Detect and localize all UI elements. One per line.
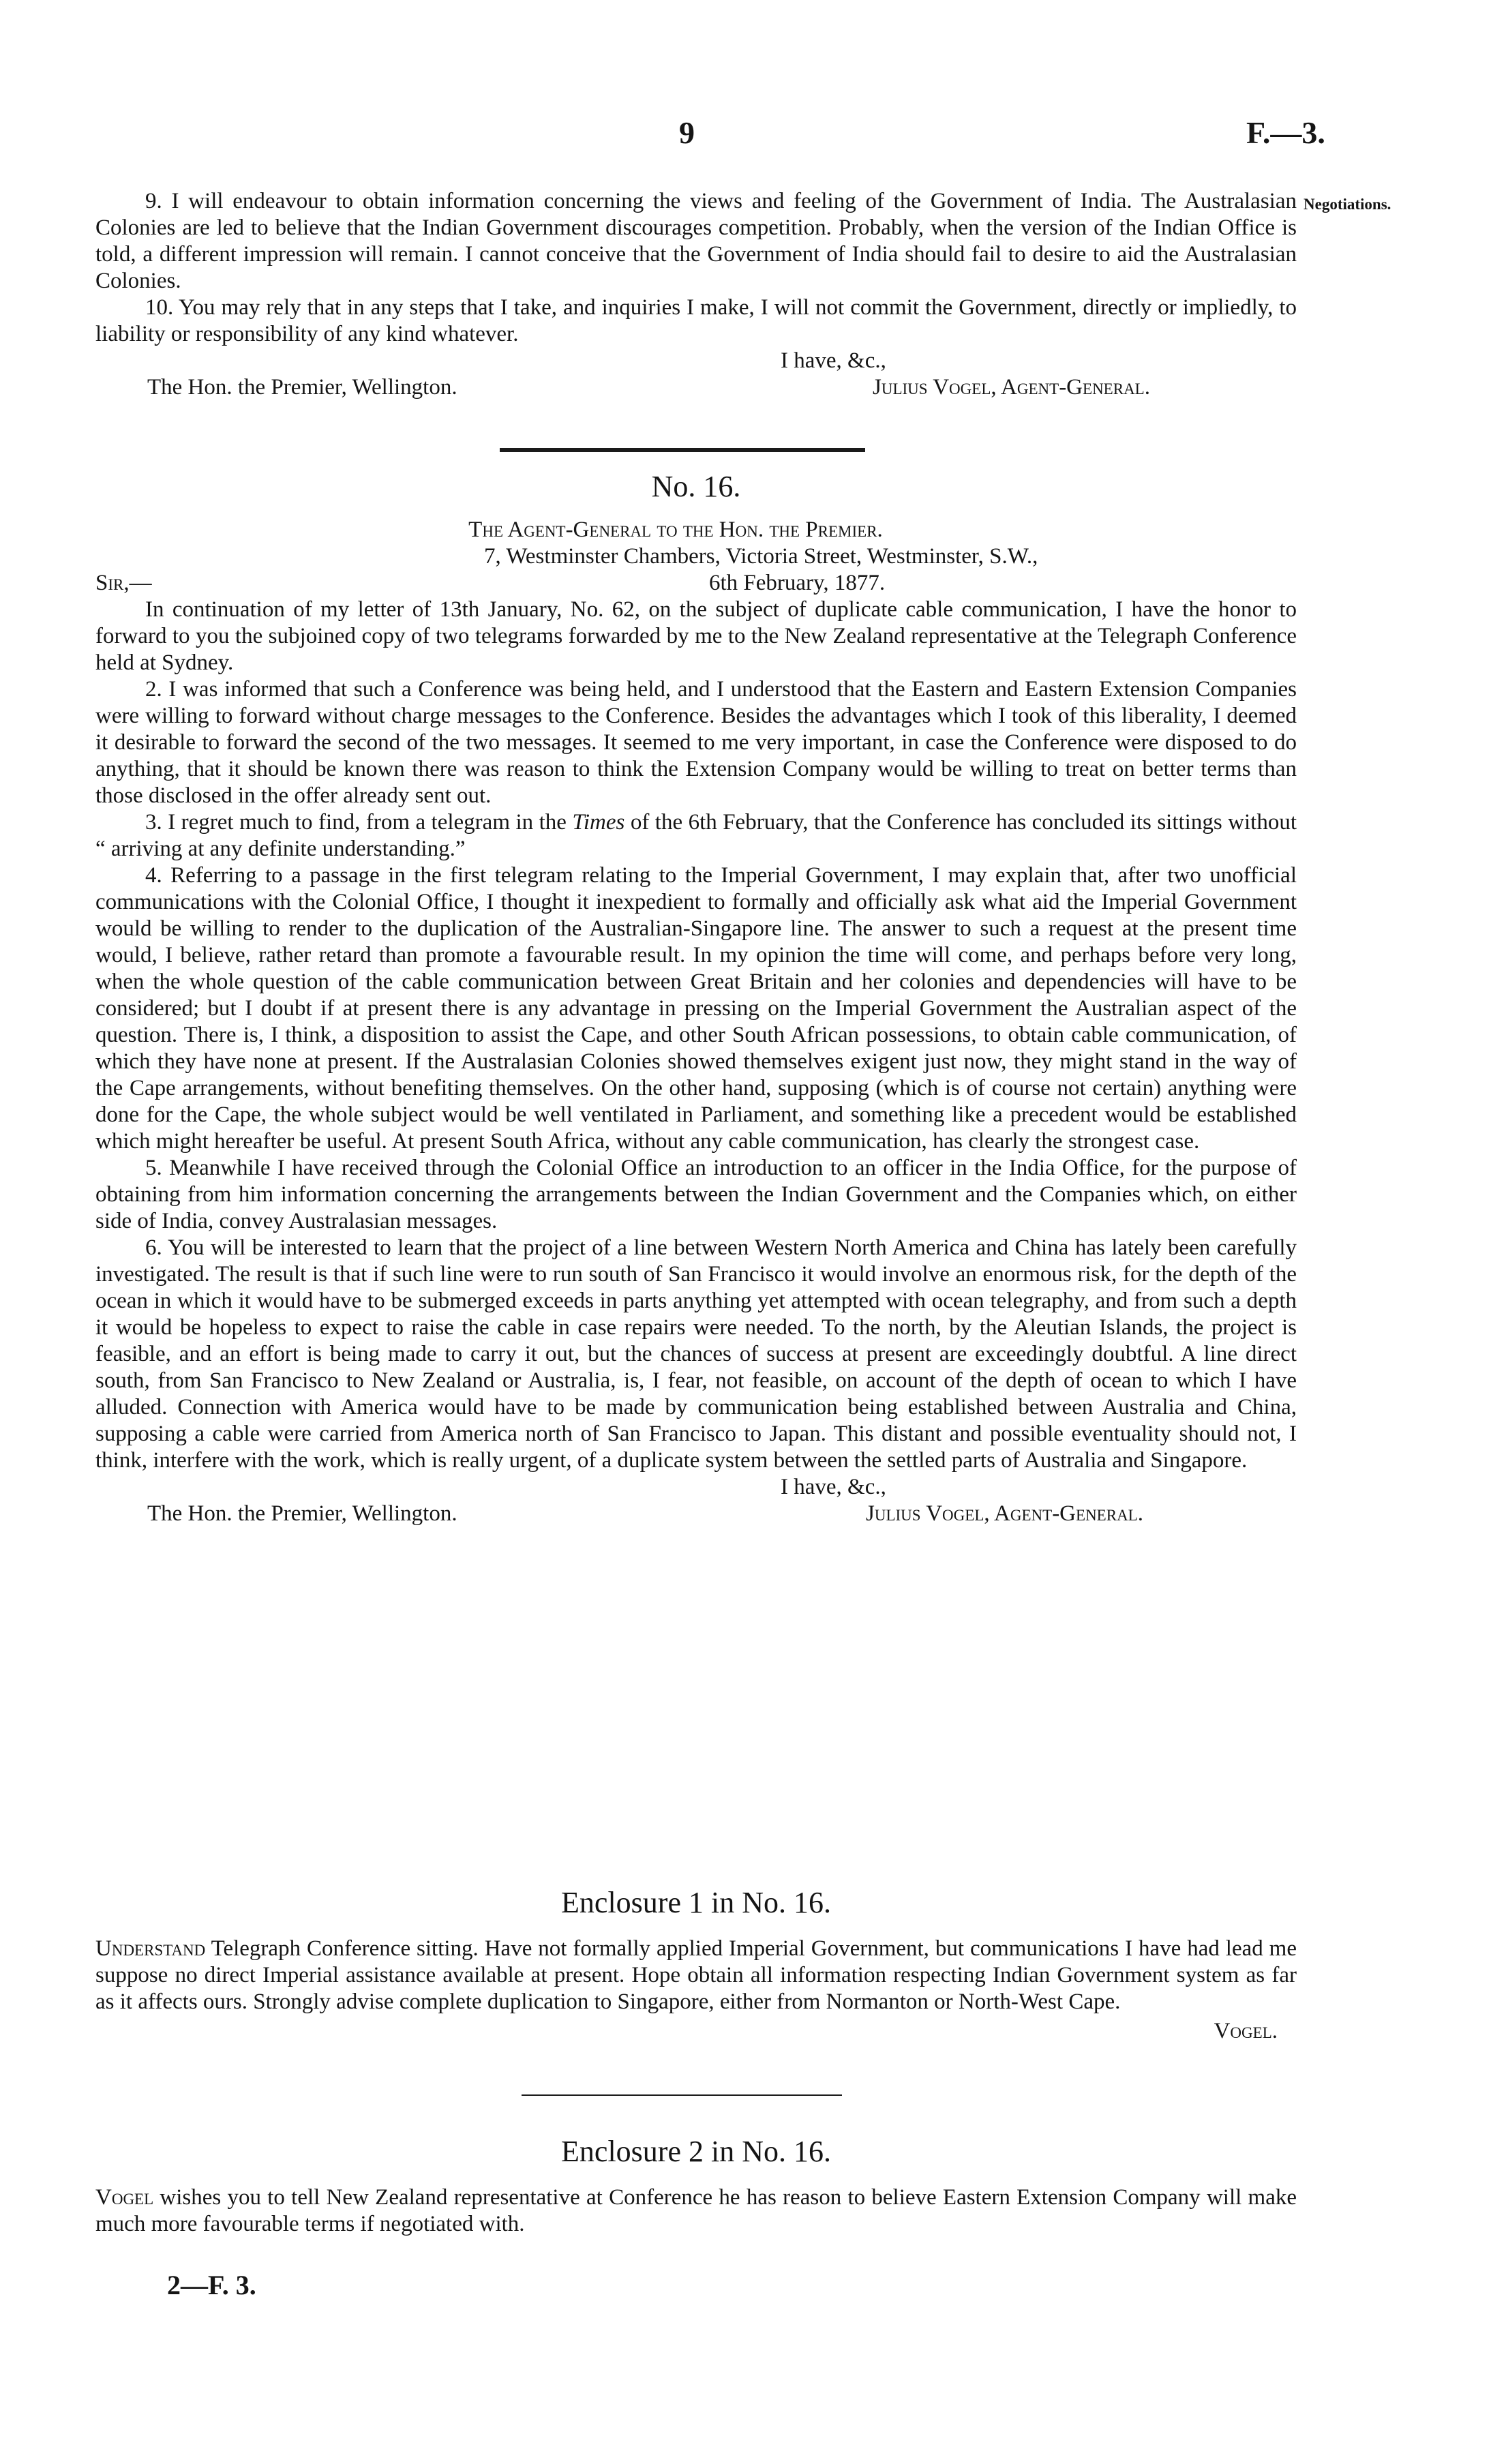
paragraph-10: 10. You may rely that in any steps that I take, and inquiries I make, I will not commit the Government, directly or impliedly, to liability or responsibility of any kind whatever. [95,295,1297,346]
enclosure-2-body: wishes you to tell New Zealand representative at Conference he has reason to believe Eastern Extension Company will make much more favourable terms if negotiated with. [95,2185,1297,2236]
paragraph-6: 6. You will be interested to learn that the project of a line between Western North America and China has lately been carefully investigated. The result is that if such line were to run south of San Francisco it would involve an enormous risk, for the depth of the ocean in which it would have to be submerged exceeds in parts anything yet attempted with ocean telegraphy, and from such a depth it would be hopeless to expect to raise the cable in case repairs were needed. To the north, by the Aleutian Islands, the project is feasible, and an effort is being made to carry it out, but the chances of success at present are exceedingly doubtful. A line direct south, from San Francisco to New Zealand or Australia, is, I fear, not feasible, on account of the depth of ocean to which I have alluded. Connection with America would have to be made by communication being established between Australia and China, supposing a cable were carried from America north of San Francisco to Japan. This distant and possible eventuality should not, I think, interfere with the work, which is really urgent, of a duplicate system between the settled parts of Australia and Singapore. [95,1235,1297,1473]
thin-divider [522,2094,842,2096]
closing-line [95,348,1297,374]
signature-line [95,374,1297,401]
enclosure-1-title: Enclosure 1 in No. 16. [561,1886,831,1919]
paragraph-3-part-b: of the 6th February, that the Conference has concluded its sittings without “ arriving at any definite understanding.” [95,810,1297,861]
paragraph-2: 2. I was informed that such a Conference was being held, and I understood that the Eastern and Eastern Extension Companies were willing to forward without charge messages to the Conference. Besides the advantages which I took of this liberality, I deemed it desirable to forward the second of the two messages. It seemed to me very important, in case the Conference were disposed to do anything, that it should be known there was reason to think the Extension Company would be willing to treat on better terms than those disclosed in the offer already sent out. [95,677,1297,808]
margin-note: Negotiations. [1304,196,1391,213]
paragraph-9: 9. I will endeavour to obtain information concerning the views and feeling of the Government of India. The Australasian Colonies are led to believe that the Indian Government discourages competition. Probably, when the version of the Indian Office is told, a different impression will remain. I cannot conceive that the Government of India should fail to desire to aid the Australasian Colonies. [95,189,1297,293]
salutation: Sir,— [95,571,152,595]
enclosure-1-text [95,1936,1297,2015]
paper-id: F.—3. [1246,115,1325,150]
page-number: 9 [679,115,695,150]
enclosure-2-text [95,2184,1297,2238]
closing-text-16: I have, &c., [781,1475,886,1499]
letter-16 [95,469,1297,1527]
closing-line-16 [95,1474,1297,1501]
letter-address: 7, Westminster Chambers, Victoria Street, Westminster, S.W., [484,544,1038,569]
enclosure-2-lead: Vogel [95,2185,154,2210]
enclosure-1-body: Telegraph Conference sitting. Have not formally applied Imperial Government, but communications I have had lead me suppose no direct Imperial assistance available at present. Hope obtain all information respecting Indian Government system as far as it affects ours. Strongly advise complete duplication to Singapore, either from Normanton or North-West Cape. [95,1936,1297,2014]
paragraph-4: 4. Referring to a passage in the first telegram relating to the Imperial Government, I may explain that, after two unofficial communications with the Colonial Office, I thought it inexpedient to formally and officially ask what aid the Imperial Government would be willing to render to the duplication of the Australian-Singapore line. The answer to such a request at the present time would, I believe, rather retard than promote a favourable result. In my opinion the time will come, and perhaps before very long, when the whole question of the cable communication between Great Britain and her colonies and dependencies will have to be considered; but I doubt if at present there is any advantage in pressing on the Imperial Government the Australian aspect of the question. There is, I think, a disposition to assist the Cape, and other South African possessions, to obtain cable communication, of which they have none at present. If the Australasian Colonies showed themselves exigent just now, they might stand in the way of the Cape arrangements, without benefiting themselves. On the other hand, supposing (which is of course not certain) anything were done for the Cape, the whole subject would be well ventilated in Parliament, and something like a precedent would be established which might hereafter be useful. At present South Africa, without any cable communication, has clearly the strongest case. [95,863,1297,1154]
addressee: The Hon. the Premier, Wellington. [147,375,457,400]
enclosure-1-lead: Understand [95,1936,206,1961]
opening-section [95,188,1297,401]
enclosure-1 [95,1885,1297,2045]
signature-16: Julius Vogel, Agent-General. [866,1501,1143,1526]
paragraph-1: In continuation of my letter of 13th January, No. 62, on the subject of duplicate cable communication, I have the honor to forward to you the subjoined copy of two telegrams forwarded by me to the New Zealand representative at the Telegraph Conference held at Sydney. [95,597,1297,675]
heavy-divider [500,448,865,452]
closing-text: I have, &c., [781,348,886,373]
letter-date: 6th February, 1877. [709,571,886,595]
signature-line-16 [95,1501,1297,1527]
addressee-16: The Hon. the Premier, Wellington. [147,1501,457,1526]
letter-number: No. 16. [651,470,741,503]
signature: Julius Vogel, Agent-General. [873,375,1150,400]
enclosure-1-signature: Vogel. [1214,2019,1278,2043]
enclosure-2 [95,2134,1297,2238]
paragraph-3 [95,809,1297,862]
paragraph-5: 5. Meanwhile I have received through the Colonial Office an introduction to an officer in the India Office, for the purpose of obtaining from him information concerning the arrangements between the Indian Government and the Companies which, on either side of India, convey Australasian messages. [95,1156,1297,1233]
enclosure-2-title: Enclosure 2 in No. 16. [561,2135,831,2168]
letter-from-to: The Agent-General to the Hon. the Premier. [468,517,883,542]
newspaper-title: Times [572,810,625,835]
signature-mark: 2—F. 3. [167,2270,256,2300]
paragraph-3-part-a: 3. I regret much to find, from a telegram in the [145,810,573,835]
salutation-date-line [95,570,1297,597]
